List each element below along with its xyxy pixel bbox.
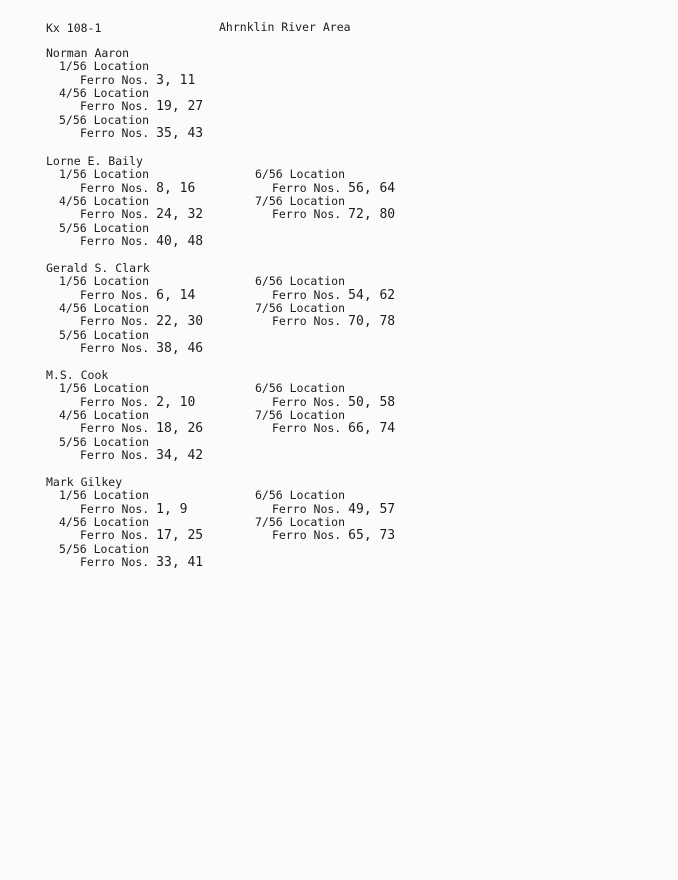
ferro-label: Ferro Nos.: [80, 99, 157, 114]
ferro-numbers: 1, 9: [156, 501, 188, 517]
ferro-numbers: 38, 46: [156, 340, 204, 356]
location-entry-right: 7/56 Location: [255, 514, 346, 529]
location-entry: 5/56 Location: [59, 434, 150, 449]
ferro-label: Ferro Nos.: [80, 447, 157, 462]
ferro-entry-right: [272, 529, 395, 542]
location-entry-right: 6/56 Location: [255, 274, 346, 289]
ferro-label: Ferro Nos.: [80, 180, 157, 195]
ferro-label: Ferro Nos.: [80, 314, 157, 329]
ferro-label: Ferro Nos.: [272, 421, 349, 436]
location-entry: 4/56 Location: [59, 300, 150, 315]
ferro-label: Ferro Nos.: [80, 501, 157, 516]
ferro-entry: [80, 449, 203, 462]
person-name: M.S. Cook: [46, 368, 109, 382]
ferro-entry: [80, 556, 203, 569]
ferro-entry: [80, 529, 203, 542]
ferro-entry: [80, 342, 203, 355]
ferro-label: Ferro Nos.: [272, 314, 349, 329]
ferro-numbers: 18, 26: [156, 421, 204, 437]
ferro-entry: [80, 503, 187, 516]
ferro-numbers: 3, 11: [156, 72, 196, 88]
ferro-numbers: 56, 64: [348, 180, 396, 196]
ferro-label: Ferro Nos.: [272, 501, 349, 516]
ferro-label: Ferro Nos.: [80, 554, 157, 569]
person-name: Lorne E. Baily: [46, 154, 143, 168]
location-entry: 5/56 Location: [59, 541, 150, 556]
location-entry: 4/56 Location: [59, 514, 150, 529]
ferro-entry-right: [272, 315, 395, 328]
person-name: Mark Gilkey: [46, 475, 123, 489]
ferro-entry: [80, 289, 195, 302]
ferro-label: Ferro Nos.: [272, 180, 349, 195]
person-name: Norman Aaron: [46, 46, 130, 60]
ferro-numbers: 22, 30: [156, 314, 204, 330]
ferro-numbers: 8, 16: [156, 180, 196, 196]
ferro-numbers: 24, 32: [156, 207, 204, 223]
ferro-numbers: 19, 27: [156, 99, 204, 115]
ferro-entry-right: [272, 289, 395, 302]
ferro-numbers: 35, 43: [156, 125, 204, 141]
ferro-numbers: 50, 58: [348, 394, 396, 410]
ferro-entry-right: [272, 208, 395, 221]
location-entry: 5/56 Location: [59, 112, 150, 127]
ferro-label: Ferro Nos.: [80, 207, 157, 222]
ferro-numbers: 49, 57: [348, 501, 396, 517]
ferro-entry: [80, 422, 203, 435]
location-entry: 5/56 Location: [59, 327, 150, 342]
ferro-numbers: 66, 74: [348, 421, 396, 437]
ferro-entry-right: [272, 503, 395, 516]
ferro-entry-right: [272, 396, 395, 409]
ferro-label: Ferro Nos.: [80, 72, 157, 87]
ferro-numbers: 72, 80: [348, 207, 396, 223]
ferro-entry: [80, 127, 203, 140]
ferro-label: Ferro Nos.: [272, 528, 349, 543]
ferro-numbers: 54, 62: [348, 287, 396, 303]
ferro-label: Ferro Nos.: [272, 394, 349, 409]
ferro-numbers: 40, 48: [156, 233, 204, 249]
location-entry: 1/56 Location: [59, 167, 150, 182]
location-entry-right: 7/56 Location: [255, 300, 346, 315]
ferro-entry-right: [272, 182, 395, 195]
ferro-numbers: 17, 25: [156, 528, 204, 544]
file-code: Kx 108-1: [46, 21, 102, 35]
location-entry: 5/56 Location: [59, 220, 150, 235]
ferro-entry: [80, 182, 195, 195]
ferro-entry: [80, 100, 203, 113]
ferro-entry: [80, 74, 195, 87]
location-entry-right: 7/56 Location: [255, 193, 346, 208]
location-entry: 4/56 Location: [59, 407, 150, 422]
ferro-label: Ferro Nos.: [80, 340, 157, 355]
location-entry: 1/56 Location: [59, 488, 150, 503]
location-entry: 4/56 Location: [59, 193, 150, 208]
ferro-numbers: 70, 78: [348, 314, 396, 330]
location-entry: 1/56 Location: [59, 59, 150, 74]
ferro-label: Ferro Nos.: [80, 421, 157, 436]
ferro-entry: [80, 315, 203, 328]
ferro-label: Ferro Nos.: [272, 207, 349, 222]
ferro-label: Ferro Nos.: [80, 394, 157, 409]
ferro-entry: [80, 235, 203, 248]
ferro-numbers: 6, 14: [156, 287, 196, 303]
ferro-entry: [80, 208, 203, 221]
ferro-numbers: 33, 41: [156, 554, 204, 570]
ferro-entry-right: [272, 422, 395, 435]
location-entry-right: 6/56 Location: [255, 381, 346, 396]
location-entry: 1/56 Location: [59, 381, 150, 396]
ferro-numbers: 2, 10: [156, 394, 196, 410]
ferro-numbers: 65, 73: [348, 528, 396, 544]
person-name: Gerald S. Clark: [46, 261, 150, 275]
location-entry: 1/56 Location: [59, 274, 150, 289]
location-entry-right: 7/56 Location: [255, 407, 346, 422]
ferro-entry: [80, 396, 195, 409]
location-entry-right: 6/56 Location: [255, 167, 346, 182]
ferro-numbers: 34, 42: [156, 447, 204, 463]
ferro-label: Ferro Nos.: [80, 125, 157, 140]
ferro-label: Ferro Nos.: [80, 528, 157, 543]
location-entry: 4/56 Location: [59, 85, 150, 100]
ferro-label: Ferro Nos.: [80, 233, 157, 248]
location-entry-right: 6/56 Location: [255, 488, 346, 503]
ferro-label: Ferro Nos.: [272, 287, 349, 302]
page-title: Ahrnklin River Area: [219, 20, 351, 34]
ferro-label: Ferro Nos.: [80, 287, 157, 302]
